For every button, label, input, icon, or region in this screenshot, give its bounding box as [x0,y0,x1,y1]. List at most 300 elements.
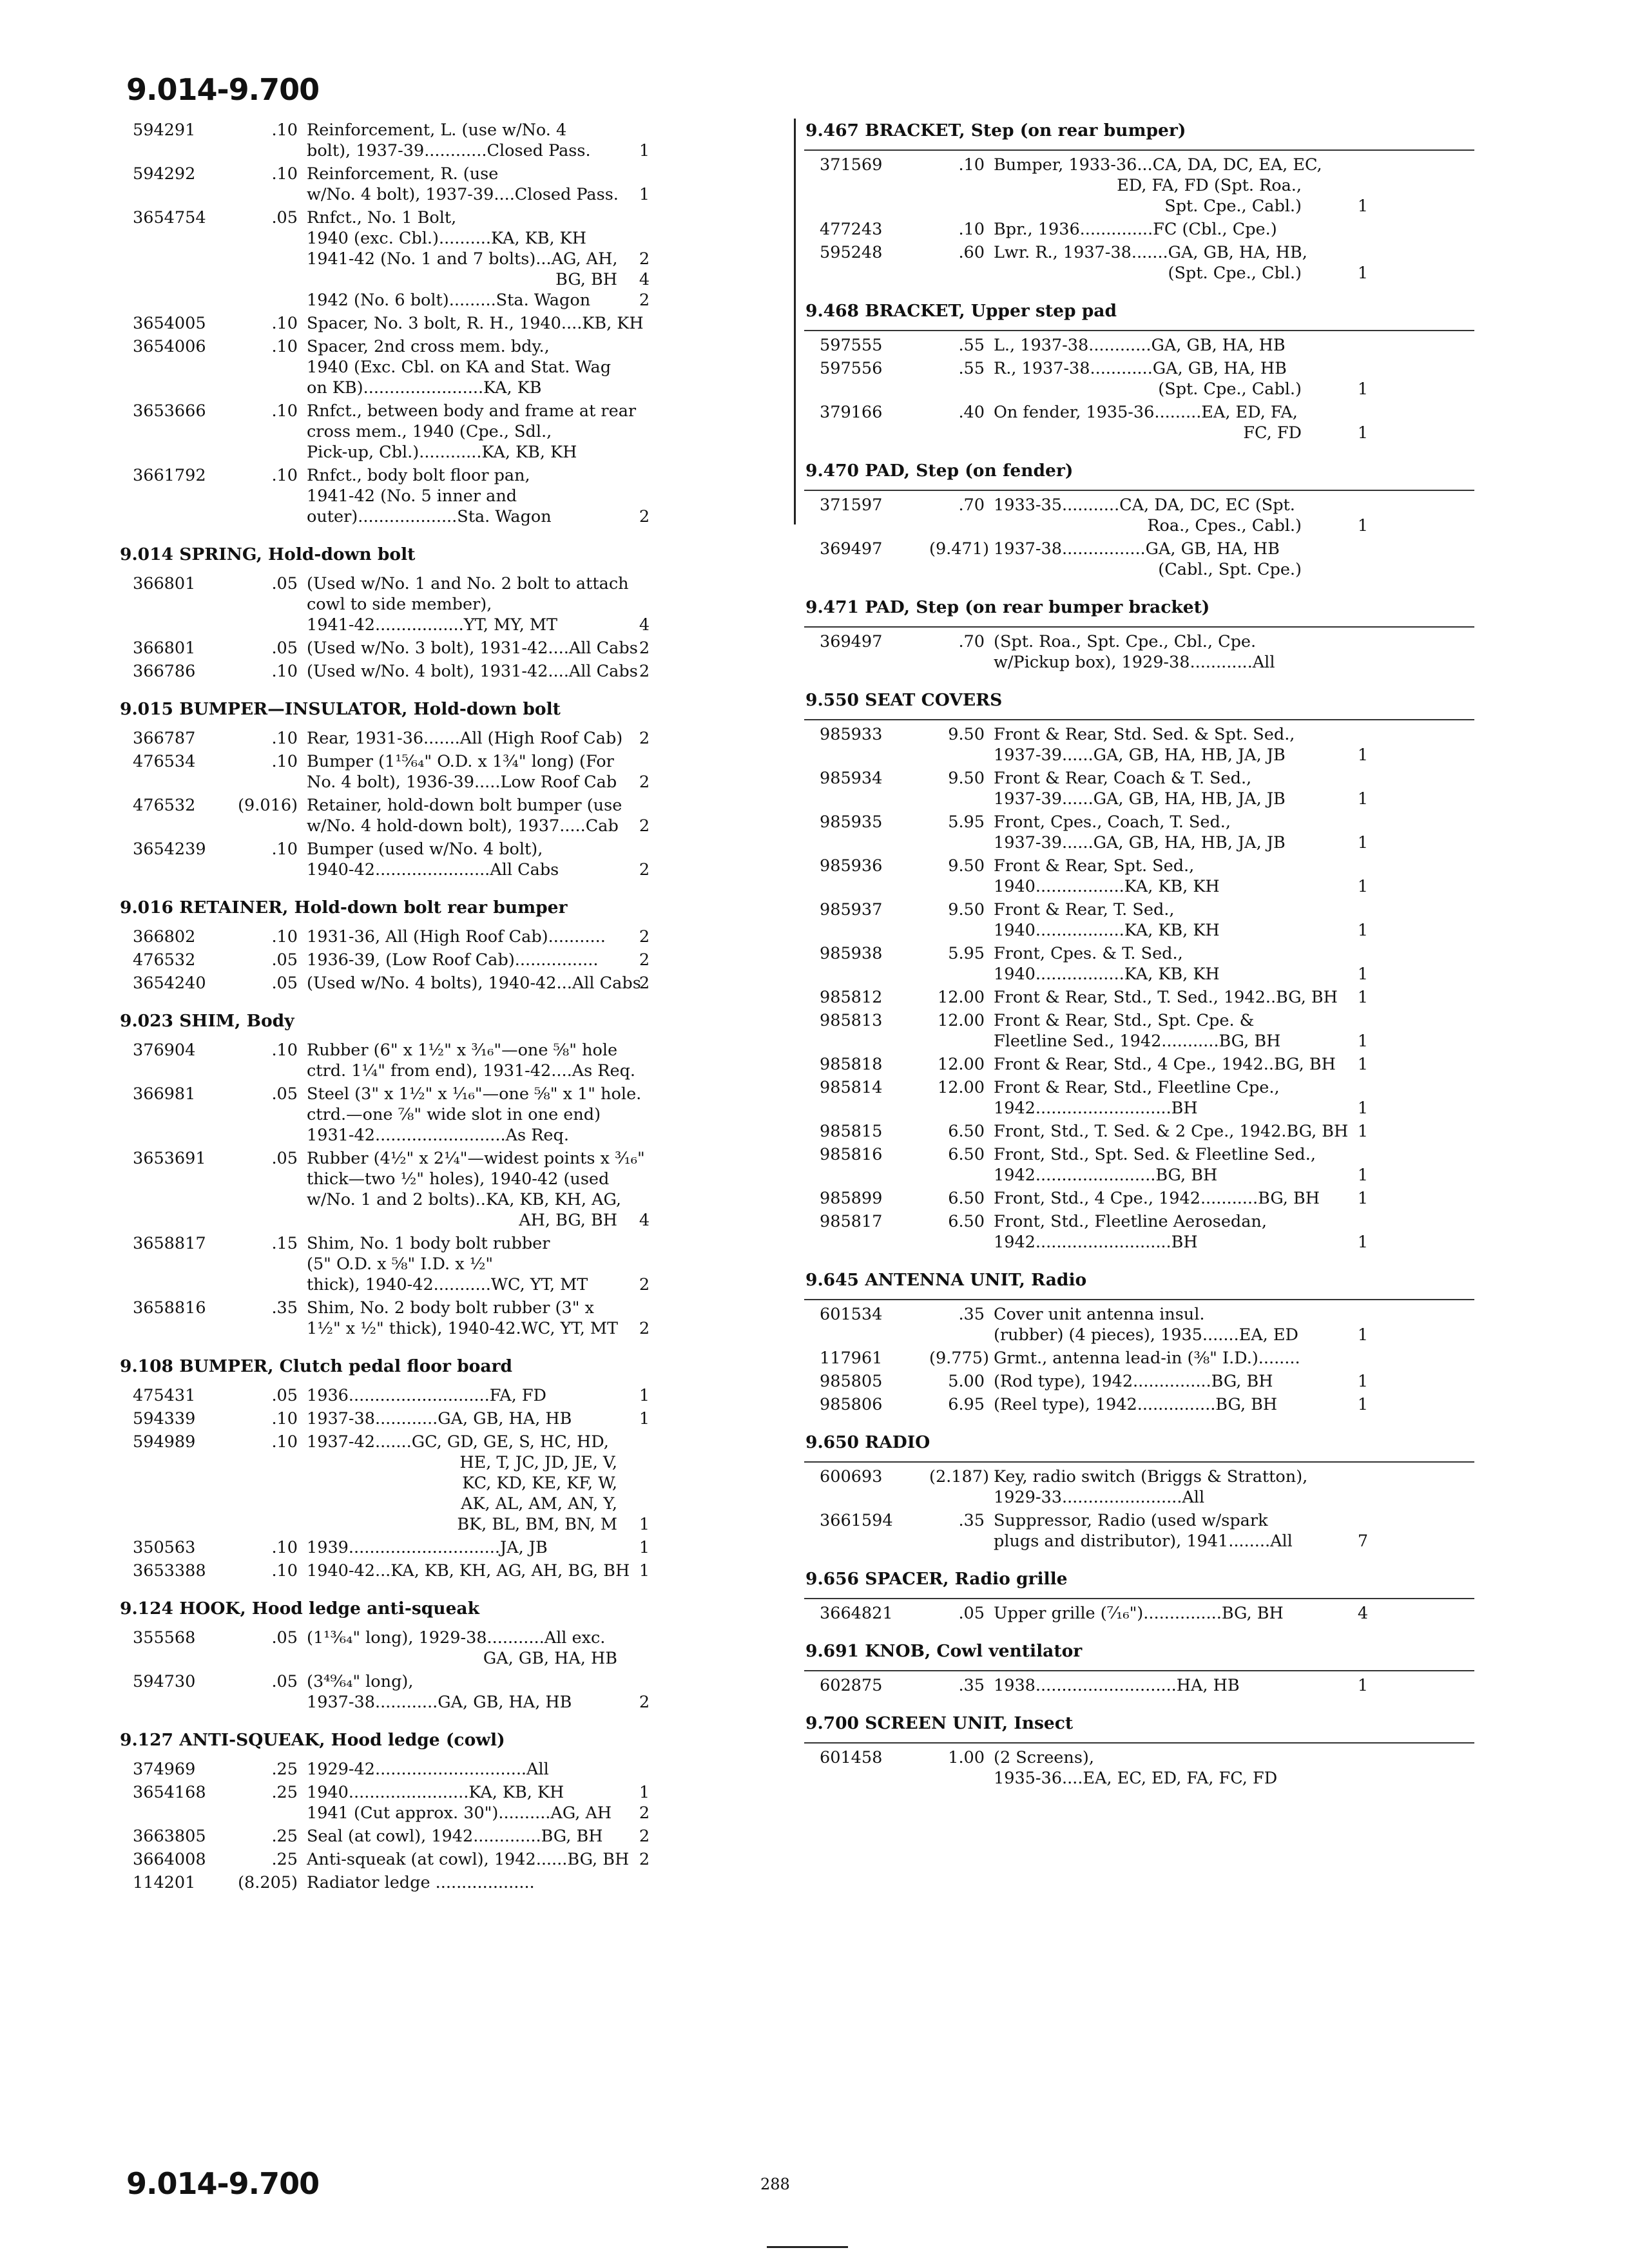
part-number: 985805 [820,1372,883,1391]
part-description [994,899,1302,941]
part-number: 985934 [820,769,883,788]
table-row [804,1211,1474,1253]
table-row [119,839,784,880]
table-row [804,768,1474,809]
description-line: GA, GB, HA, HB [483,1649,617,1668]
part-description [307,751,617,793]
part-description [307,795,622,836]
description-line: plugs and distributor), 1941........All [994,1532,1293,1551]
section-rule [804,1598,1474,1599]
part-quantity: 1 [1357,833,1369,852]
description-line: Spacer, No. 3 bolt, R. H., 1940....KB, KH [307,314,644,333]
section-rule [804,1299,1474,1300]
part-price: .35 [958,1511,985,1530]
part-quantity: 2 [639,729,650,748]
description-line: Front, Std., T. Sed. & 2 Cpe., 1942.BG, BH [994,1122,1349,1141]
part-number: 369497 [820,632,883,651]
part-price: .10 [271,927,298,947]
table-row [119,795,784,836]
part-description [307,1148,645,1231]
part-quantity: 1 [1357,1032,1369,1051]
part-quantity: 2 [639,927,650,947]
table-row [804,219,1474,240]
part-description [307,1385,617,1406]
part-quantity: 1 [1357,965,1369,984]
description-line: w/No. 4 bolt), 1937-39....Closed Pass. [307,185,619,204]
part-price: .05 [271,1149,298,1168]
part-description [994,335,1302,356]
part-description [307,1561,630,1581]
table-row [119,401,784,463]
description-line: Bumper (1¹⁵⁄₆₄" O.D. x 1¾" long) (For [307,752,614,771]
table-row [804,539,1474,580]
part-number: 3653691 [133,1149,206,1168]
description-line: Shim, No. 1 body bolt rubber [307,1234,550,1253]
part-description [994,1348,1302,1369]
part-quantity: 1 [1357,1325,1369,1345]
part-description [994,358,1302,399]
part-price: .05 [271,208,298,227]
description-line: Rubber (6" x 1½" x ³⁄₁₆"—one ⅝" hole [307,1041,618,1060]
section-rule [804,1742,1474,1744]
part-quantity: 1 [1357,1055,1369,1074]
description-line: 1937-38............GA, GB, HA, HB [307,1693,572,1712]
description-line: FC, FD [1243,423,1302,443]
part-number: 3653666 [133,401,206,421]
part-price: 9.50 [948,725,985,744]
description-line: Front, Std., 4 Cpe., 1942...........BG, BH [994,1189,1320,1208]
part-price: 12.00 [937,1055,985,1074]
part-number: 597555 [820,336,883,355]
part-number: 3654239 [133,840,206,859]
description-line: 1931-42.........................As Req. [307,1126,569,1145]
part-price: .05 [271,574,298,593]
description-line: Rnfct., between body and frame at rear [307,401,637,421]
part-price: .25 [271,1760,298,1779]
part-description [307,927,617,947]
footer-rule [767,2246,848,2248]
description-line: thick), 1940-42...........WC, YT, MT [307,1275,588,1294]
table-row [119,728,784,749]
running-head-bottom: 9.014-9.700 [126,2166,320,2201]
table-row [804,1121,1474,1142]
part-quantity: 1 [639,1515,650,1534]
part-quantity: 2 [639,860,650,879]
table-row [804,1394,1474,1415]
part-quantity: 1 [1357,921,1369,940]
part-number: 601534 [820,1305,883,1324]
part-price: .05 [271,950,298,970]
part-number: 371569 [820,155,883,175]
description-line: 1½" x ½" thick), 1940-42.WC, YT, MT [307,1319,619,1338]
description-line: Cover unit antenna insul. [994,1305,1205,1324]
section-heading: 9.645 ANTENNA UNIT, Radio [805,1270,1087,1290]
part-description [307,1782,617,1823]
section-rule [804,490,1474,491]
description-line: outer)...................Sta. Wagon [307,507,552,526]
part-number: 476532 [133,950,196,970]
part-number: 114201 [133,1873,196,1892]
part-price: 6.50 [948,1145,985,1164]
part-quantity: 1 [1357,877,1369,896]
part-number: 3663805 [133,1827,206,1846]
part-number: 595248 [820,243,883,262]
description-line: Pick-up, Cbl.)............KA, KB, KH [307,443,577,462]
part-description [307,973,641,994]
description-line: 1937-38................GA, GB, HA, HB [994,539,1280,559]
column-divider [794,119,796,524]
parts-section [804,597,1474,673]
description-line: 1940 (exc. Cbl.)..........KA, KB, KH [307,229,586,248]
part-price: 5.95 [948,944,985,963]
part-price: .10 [271,314,298,333]
description-line: Front & Rear, Std. Sed. & Spt. Sed., [994,725,1295,744]
part-description [307,950,617,970]
table-row [804,1371,1474,1392]
description-line: 1931-36, All (High Roof Cab)........... [307,927,606,947]
part-price: .70 [958,495,985,515]
part-price: .10 [958,220,985,239]
part-number: 594730 [133,1672,196,1691]
table-row [804,856,1474,897]
part-description [307,1298,617,1339]
description-line: 1940-42...KA, KB, KH, AG, AH, BG, BH [307,1561,630,1581]
description-line: cowl to side member), [307,595,492,614]
table-row [804,495,1474,536]
table-row [119,1408,784,1429]
part-quantity: 1 [1357,1166,1369,1185]
part-price: .10 [271,752,298,771]
part-description [994,1510,1302,1552]
description-line: ctrd. 1¼" from end), 1931-42....As Req. [307,1061,635,1081]
description-line: Front & Rear, Std., 4 Cpe., 1942..BG, BH [994,1055,1336,1074]
description-line: on KB).......................KA, KB [307,378,542,398]
part-price: 9.50 [948,769,985,788]
part-price: 12.00 [937,1011,985,1030]
description-line: (Used w/No. 4 bolt), 1931-42....All Cabs [307,662,638,681]
part-quantity: 1 [639,1409,650,1428]
part-number: 476534 [133,752,196,771]
description-line: (Used w/No. 1 and No. 2 bolt to attach [307,574,629,593]
part-description [307,313,644,334]
part-price: 6.50 [948,1212,985,1231]
part-description [994,856,1302,897]
part-quantity: 1 [639,141,650,160]
section-rule [804,1461,1474,1463]
part-quantity: 2 4 2 [639,249,650,310]
description-line: (1¹³⁄₆₄" long), 1929-38...........All exc. [307,1628,606,1648]
description-line: Suppressor, Radio (used w/spark [994,1511,1268,1530]
parts-section [119,897,784,994]
description-line: (Cabl., Spt. Cpe.) [1158,560,1302,579]
description-line: 1938...........................HA, HB [994,1676,1240,1695]
description-line: BK, BL, BM, BN, M [457,1515,617,1534]
part-description [307,120,617,161]
part-price: .25 [271,1850,298,1869]
part-price: .10 [271,1432,298,1452]
description-line: Front, Cpes., Coach, T. Sed., [994,812,1231,832]
section-heading: 9.015 BUMPER—INSULATOR, Hold-down bolt [120,699,561,719]
part-price: .10 [271,662,298,681]
part-price: .55 [958,359,985,378]
table-row [119,638,784,658]
description-line: Shim, No. 2 body bolt rubber (3" x [307,1298,594,1318]
description-line: Rnfct., body bolt floor pan, [307,466,530,485]
part-price: .70 [958,632,985,651]
part-price: .55 [958,336,985,355]
part-price: .10 [271,1538,298,1557]
part-quantity: 1 [1357,1233,1369,1252]
section-heading: 9.550 SEAT COVERS [805,690,1003,710]
part-number: 985818 [820,1055,883,1074]
description-line: Front, Cpes. & T. Sed., [994,944,1183,963]
description-line: 1940-42......................All Cabs [307,860,559,879]
table-row [119,1385,784,1406]
table-row [804,1304,1474,1345]
part-description [307,1759,617,1780]
table-row [804,155,1474,216]
part-quantity: 1 [639,1538,650,1557]
left-column [119,120,784,1905]
description-line: (rubber) (4 pieces), 1935.......EA, ED [994,1325,1298,1345]
description-line: Reinforcement, R. (use [307,164,499,184]
part-price: .10 [271,1561,298,1581]
part-quantity: 4 [639,615,650,635]
section-heading: 9.124 HOOK, Hood ledge anti-squeak [120,1599,479,1619]
section-heading: 9.700 SCREEN UNIT, Insect [805,1713,1074,1733]
table-row [119,207,784,311]
part-number: 366786 [133,662,196,681]
part-quantity: 2 [639,1850,650,1869]
description-line: ctrd.—one ⅞" wide slot in one end) [307,1105,601,1124]
description-line: 1935-36....EA, EC, ED, FA, FC, FD [994,1769,1278,1788]
section-rule [804,1670,1474,1671]
table-row [804,943,1474,985]
part-description [994,539,1302,580]
part-number: 477243 [820,220,883,239]
part-price: .05 [271,1084,298,1104]
part-description [307,661,638,682]
part-number: 475431 [133,1386,196,1405]
part-price: .10 [271,466,298,485]
part-quantity: 2 [639,1275,650,1294]
part-price: .05 [271,1386,298,1405]
parts-section [119,1010,784,1339]
part-number: 985937 [820,900,883,919]
part-price: .05 [271,1628,298,1648]
part-price: 5.95 [948,812,985,832]
part-description [994,1144,1316,1186]
parts-section [119,698,784,880]
part-quantity: 1 [1357,1122,1369,1141]
table-row [119,1826,784,1847]
part-price: .10 [271,1409,298,1428]
description-line: (Spt. Roa., Spt. Cpe., Cbl., Cpe. [994,632,1257,651]
description-line: AK, AL, AM, AN, Y, [461,1494,617,1514]
table-row [804,1188,1474,1209]
part-description [307,638,638,658]
part-price: (8.205) [238,1873,298,1892]
description-line: Rear, 1931-36.......All (High Roof Cab) [307,729,623,748]
table-row [804,335,1474,356]
part-number: 985938 [820,944,883,963]
part-number: 366802 [133,927,196,947]
part-description [994,1188,1320,1209]
part-price: .35 [958,1305,985,1324]
table-row [804,987,1474,1008]
table-row [119,1148,784,1231]
table-row [119,1537,784,1558]
part-price: 12.00 [937,988,985,1007]
part-number: 374969 [133,1760,196,1779]
part-number: 117961 [820,1349,883,1368]
description-line: On fender, 1935-36.........EA, ED, FA, [994,403,1298,422]
part-number: 985935 [820,812,883,832]
description-line: Rnfct., No. 1 Bolt, [307,208,457,227]
part-number: 985806 [820,1395,883,1414]
description-line: 1929-42.............................All [307,1760,549,1779]
table-row [119,1561,784,1581]
part-price: .05 [958,1604,985,1623]
description-line: BG, BH [555,270,617,289]
description-line: 1940.................KA, KB, KH [994,965,1220,984]
part-number: 369497 [820,539,883,559]
part-number: 985815 [820,1122,883,1141]
part-quantity: 1 [1357,380,1369,399]
section-heading: 9.468 BRACKET, Upper step pad [805,301,1117,321]
section-heading: 9.127 ANTI-SQUEAK, Hood ledge (cowl) [120,1730,505,1750]
table-row [804,1603,1474,1624]
right-column [804,120,1474,1800]
description-line: Retainer, hold-down bolt bumper (use [307,796,622,815]
description-line: 1940.................KA, KB, KH [994,921,1220,940]
part-price: 12.00 [937,1078,985,1097]
part-number: 3664821 [820,1604,893,1623]
part-price: .10 [958,155,985,175]
section-heading: 9.656 SPACER, Radio grille [805,1569,1068,1589]
table-row [804,402,1474,443]
description-line: Bumper, 1933-36...CA, DA, DC, EA, EC, [994,155,1322,175]
table-row [804,358,1474,399]
description-line: 1940.................KA, KB, KH [994,877,1220,896]
section-heading: 9.471 PAD, Step (on rear bumper bracket) [805,597,1210,617]
description-line: Fleetline Sed., 1942...........BG, BH [994,1032,1281,1051]
part-quantity: 7 [1357,1532,1369,1551]
part-description [994,1675,1302,1696]
table-row [119,1628,784,1669]
table-row [119,751,784,793]
table-row [119,1849,784,1870]
section-heading: 9.108 BUMPER, Clutch pedal floor board [120,1356,512,1376]
table-row [119,1040,784,1081]
part-number: 602875 [820,1676,883,1695]
table-row [804,899,1474,941]
part-price: .10 [271,729,298,748]
description-line: Anti-squeak (at cowl), 1942......BG, BH [307,1850,630,1869]
part-description [307,1872,617,1893]
description-line: ED, FA, FD (Spt. Roa., [1117,176,1302,195]
description-line: w/No. 1 and 2 bolts)..KA, KB, KH, AG, [307,1190,622,1209]
part-description [307,1084,642,1146]
part-price: (9.471) [929,539,989,559]
part-quantity: 1 [1357,423,1369,443]
parts-section [804,1432,1474,1552]
part-description [994,1466,1308,1508]
description-line: Upper grille (⁷⁄₁₆")...............BG, BH [994,1604,1284,1623]
part-price: .05 [271,639,298,658]
table-row [119,336,784,398]
description-line: Radiator ledge ................... [307,1873,535,1892]
part-description [307,465,617,527]
part-quantity: 1 [639,185,650,204]
part-quantity: 2 [639,662,650,681]
part-description [994,1603,1302,1624]
part-price: (9.775) [929,1349,989,1368]
section-heading: 9.023 SHIM, Body [120,1011,294,1031]
part-quantity: 1 [639,1386,650,1405]
table-row [119,1671,784,1713]
part-number: 985812 [820,988,883,1007]
description-line: Front & Rear, Std., Fleetline Cpe., [994,1078,1280,1097]
parts-section [804,1568,1474,1624]
description-line: No. 4 bolt), 1936-39.....Low Roof Cab [307,773,617,792]
description-line: 1942..........................BH [994,1099,1198,1118]
description-line: Steel (3" x 1½" x ¹⁄₁₆"—one ⅝" x 1" hole. [307,1084,642,1104]
description-line: 1937-39......GA, GB, HA, HB, JA, JB [994,745,1286,765]
part-description [307,1408,617,1429]
part-number: 3664008 [133,1850,206,1869]
table-row [804,1675,1474,1696]
part-price: .05 [271,974,298,993]
part-price: 6.50 [948,1122,985,1141]
part-number: 350563 [133,1538,196,1557]
description-line: 1937-38............GA, GB, HA, HB [307,1409,572,1428]
table-row [119,313,784,334]
part-price: .10 [271,401,298,421]
section-heading: 9.470 PAD, Step (on fender) [805,461,1074,481]
part-description [307,1537,617,1558]
description-line: (Reel type), 1942...............BG, BH [994,1395,1278,1414]
description-line: Front & Rear, Std., Spt. Cpe. & [994,1011,1255,1030]
part-price: 1.00 [948,1748,985,1767]
part-description [307,728,623,749]
part-price: (9.016) [238,796,298,815]
parts-section [804,1713,1474,1789]
part-description [994,1211,1302,1253]
part-quantity: 2 [639,974,650,993]
part-description [307,1628,617,1669]
description-line: 1941 (Cut approx. 30")..........AG, AH [307,1803,612,1823]
part-number: 3658816 [133,1298,206,1318]
part-number: 594339 [133,1409,196,1428]
part-quantity: 2 [639,1827,650,1846]
part-quantity: 1 [1357,1099,1369,1118]
part-number: 594292 [133,164,196,184]
description-line: HE, T, JC, JD, JE, V, [459,1453,617,1472]
description-line: Front, Std., Fleetline Aerosedan, [994,1212,1267,1231]
part-quantity: 2 [639,816,650,836]
description-line: w/No. 4 hold-down bolt), 1937.....Cab [307,816,619,836]
part-description [994,724,1302,765]
description-line: L., 1937-38............GA, GB, HA, HB [994,336,1286,355]
part-number: 476532 [133,796,196,815]
description-line: (Used w/No. 4 bolts), 1940-42...All Cabs [307,974,641,993]
part-quantity: 2 [639,773,650,792]
description-line: 1939.............................JA, JB [307,1538,548,1557]
description-line: (Spt. Cpe., Cbl.) [1168,264,1302,283]
description-line: 1936...........................FA, FD [307,1386,546,1405]
parts-section [119,1356,784,1581]
